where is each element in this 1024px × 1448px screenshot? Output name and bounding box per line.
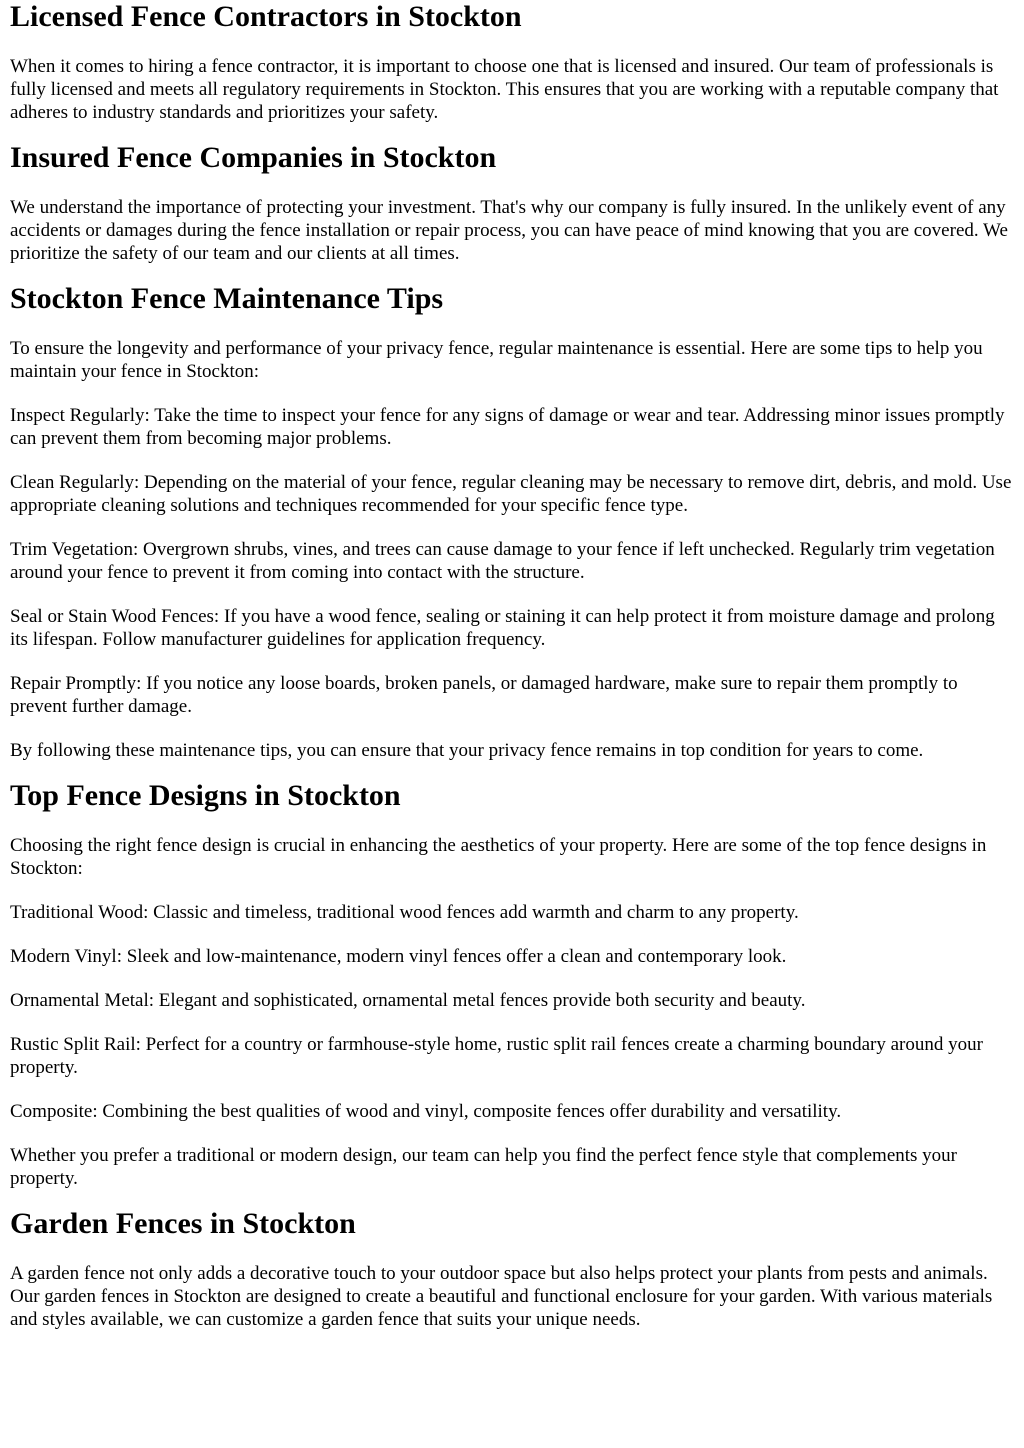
design-item: Rustic Split Rail: Perfect for a country or farmhouse-style home, rustic split rail fences create a charming boundary around your property. xyxy=(10,1034,983,1078)
section-heading-maintenance: Stockton Fence Maintenance Tips xyxy=(10,282,444,315)
paragraph: We understand the importance of protecting your investment. That's why our company is fully insured. In the unlikely event of any accidents or damages during the fence installation or repair process, you can have peace of mind knowing that you are covered. We prioritize the safety of our team and our clients at all times. xyxy=(10,197,1008,264)
section-heading-garden: Garden Fences in Stockton xyxy=(10,1207,356,1240)
design-item: Composite: Combining the best qualities of wood and vinyl, composite fences offer durability and versatility. xyxy=(10,1101,842,1122)
tip-item: Inspect Regularly: Take the time to inspect your fence for any signs of damage or wear and tear. Addressing minor issues promptly can prevent them from becoming major problems. xyxy=(10,405,1005,449)
design-item: Modern Vinyl: Sleek and low-maintenance, modern vinyl fences offer a clean and contemporary look. xyxy=(10,946,787,967)
section-heading-designs: Top Fence Designs in Stockton xyxy=(10,779,401,812)
paragraph: Choosing the right fence design is crucial in enhancing the aesthetics of your property. Here are some of the top fence designs in Stockton: xyxy=(10,835,987,879)
tip-item: Seal or Stain Wood Fences: If you have a wood fence, sealing or staining it can help protect it from moisture damage and prolong its lifespan. Follow manufacturer guidelines for application frequency. xyxy=(10,606,995,650)
paragraph: To ensure the longevity and performance of your privacy fence, regular maintenance is essential. Here are some tips to help you maintain your fence in Stockton: xyxy=(10,338,983,382)
paragraph: Whether you prefer a traditional or modern design, our team can help you find the perfect fence style that complements your property. xyxy=(10,1145,958,1189)
section-heading-licensed: Licensed Fence Contractors in Stockton xyxy=(10,0,522,33)
section-heading-insured: Insured Fence Companies in Stockton xyxy=(10,141,497,174)
tip-item: Trim Vegetation: Overgrown shrubs, vines, and trees can cause damage to your fence if left unchecked. Regularly trim vegetation around your fence to prevent it from coming into contact with the structure. xyxy=(10,539,995,583)
design-item: Traditional Wood: Classic and timeless, traditional wood fences add warmth and charm to any property. xyxy=(10,902,799,923)
paragraph: When it comes to hiring a fence contractor, it is important to choose one that is licensed and insured. Our team of professionals is fully licensed and meets all regulatory requirements in Stockton. This ensures that you are working with a reputable company that adheres to industry standards and prioritizes your safety. xyxy=(10,56,999,123)
paragraph: A garden fence not only adds a decorative touch to your outdoor space but also helps protect your plants from pests and animals. Our garden fences in Stockton are designed to create a beautiful and functional enclosure for your garden. With various materials and styles available, we can customize a garden fence that suits your unique needs. xyxy=(10,1263,993,1330)
design-item: Ornamental Metal: Elegant and sophisticated, ornamental metal fences provide both security and beauty. xyxy=(10,990,806,1011)
paragraph: By following these maintenance tips, you can ensure that your privacy fence remains in top condition for years to come. xyxy=(10,740,924,761)
tip-item: Repair Promptly: If you notice any loose boards, broken panels, or damaged hardware, make sure to repair them promptly to prevent further damage. xyxy=(10,673,958,717)
tip-item: Clean Regularly: Depending on the material of your fence, regular cleaning may be necessary to remove dirt, debris, and mold. Use appropriate cleaning solutions and techniques recommended for your specific fence type. xyxy=(10,472,1012,516)
